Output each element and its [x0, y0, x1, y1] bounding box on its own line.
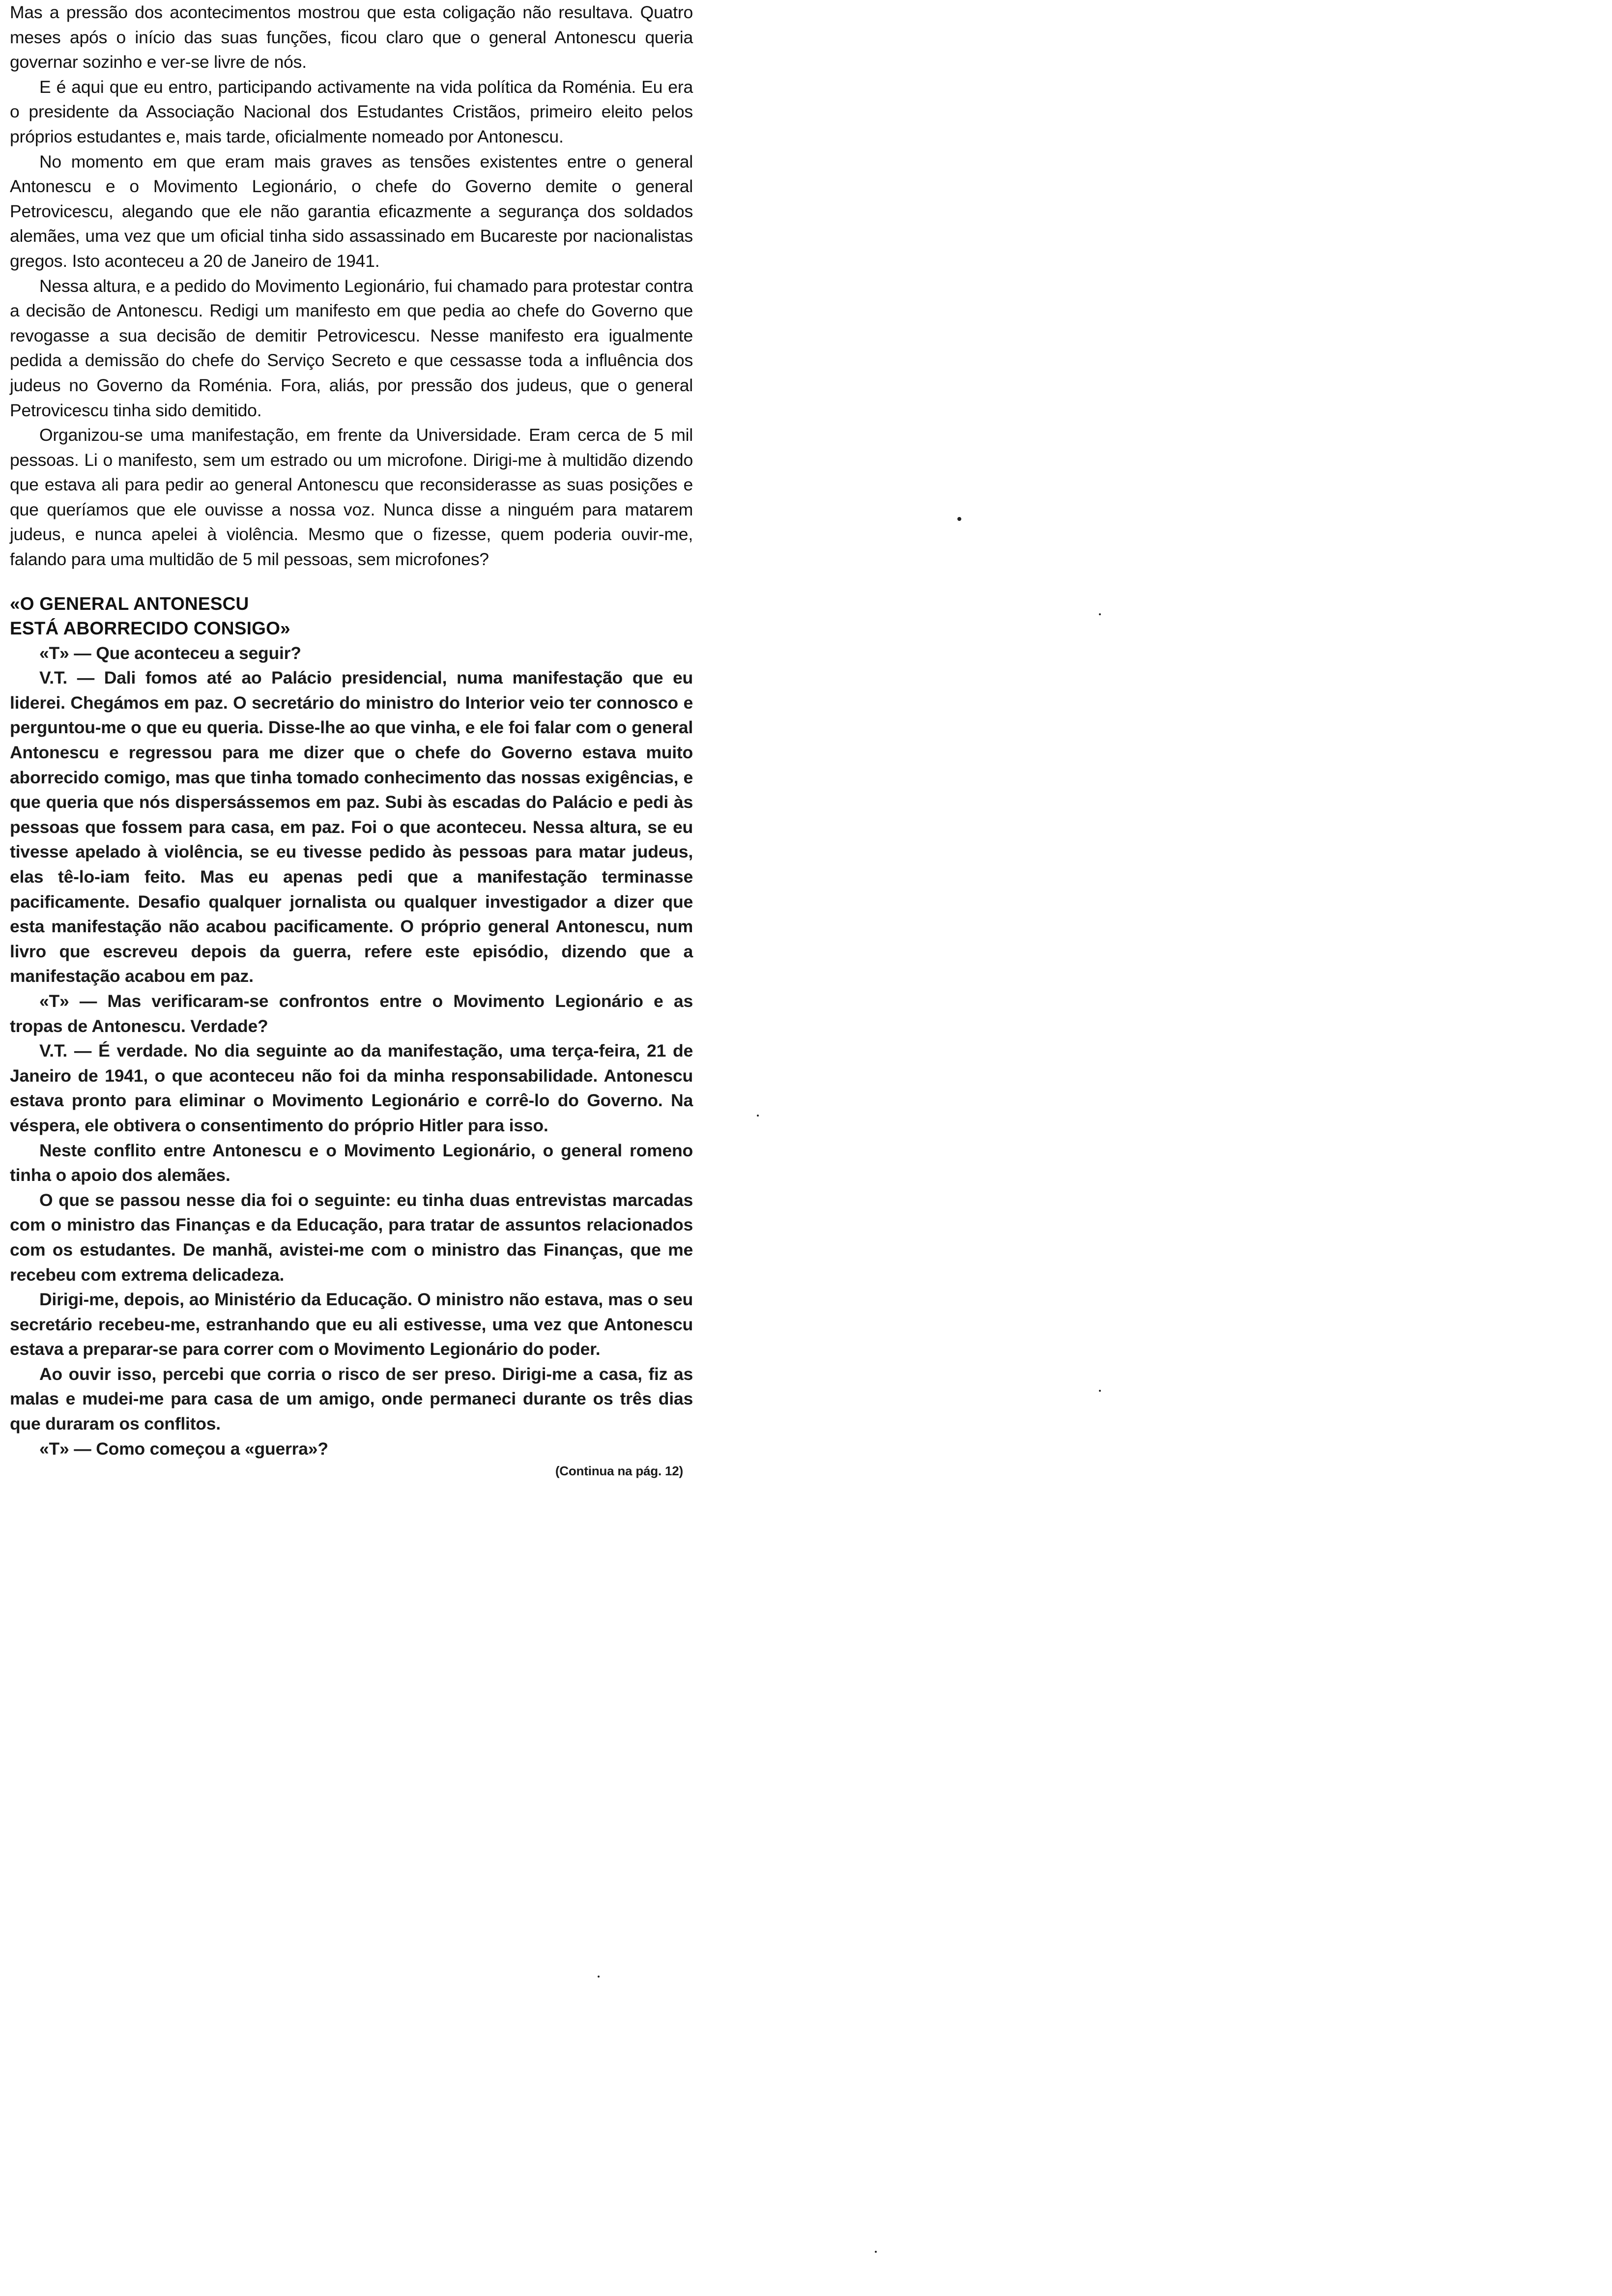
paragraph: No momento em que eram mais graves as tensões existentes entre o general Antonescu e o Movimento Legionário, o chefe do Governo demite o general Petrovicescu, alegando que ele não garantia eficazmente a segurança dos soldados alemães, uma vez que um oficial tinha sido assassinado em Bucareste por nacionalistas gregos. Isto aconteceu a 20 de Janeiro de 1941.	[10, 151, 693, 271]
question: «T» — Como começou a «guerra»?	[39, 1438, 328, 1459]
continued-note: (Continua na pág. 12)	[555, 1464, 683, 1479]
interview-block	[10, 641, 693, 1481]
answer: Dirigi-me, depois, ao Ministério da Educação. O ministro não estava, mas o seu secretário recebeu-me, estranhando que eu ali estivesse, uma vez que Antonescu estava a preparar-se para correr com o Movimento Legionário do poder.	[10, 1290, 693, 1359]
scan-speck	[598, 1976, 600, 1978]
answer: V.T. — Dali fomos até ao Palácio presidencial, numa manifestação que eu liderei. Chegámos em paz. O secretário do ministro do Interior veio ter connosco e perguntou-me o que eu queria. Disse-lhe ao que vinha, e ele foi falar com o general Antonescu e regressou para me dizer que o chefe do Governo estava muito aborrecido comigo, mas que tinha tomado conhecimento das nossas exigências, e que queria que nós dispersássemos em paz. Subi às escadas do Palácio e pedi às pessoas que fossem para casa, em paz. Foi o que aconteceu. Nessa altura, se eu tivesse apelado à violência, se eu tivesse pedido às pessoas para matar judeus, elas tê-lo-iam feito. Mas eu apenas pedi que a manifestação terminasse pacificamente. Desafio qualquer jornalista ou qualquer investigador a dizer que esta manifestação não acabou pacificamente. O próprio general Antonescu, num livro que escreveu depois da guerra, refere este episódio, dizendo que a manifestação acabou em paz.	[10, 668, 693, 986]
paragraph: Nessa altura, e a pedido do Movimento Legionário, fui chamado para protestar contra a decisão de Antonescu. Redigi um manifesto em que pedia ao chefe do Governo que revogasse a sua decisão de demitir Petrovicescu. Nesse manifesto era igualmente pedida a demissão do chefe do Serviço Secreto e que cessasse toda a influência dos judeus no Governo da Roménia. Fora, aliás, por pressão dos judeus, que o general Petrovicescu tinha sido demitido.	[10, 276, 693, 420]
scan-speck	[757, 1115, 759, 1117]
paragraph: E é aqui que eu entro, participando activamente na vida política da Roménia. Eu era o presidente da Associação Nacional dos Estudantes Cristãos, primeiro eleito pelos próprios estudantes e, mais tarde, oficialmente nomeado por Antonescu.	[10, 77, 693, 146]
scan-speck	[957, 517, 961, 521]
question: «T» — Mas verificaram-se confrontos entre o Movimento Legionário e as tropas de Antonescu. Verdade?	[10, 991, 693, 1036]
scan-speck	[1099, 613, 1101, 615]
section-heading-line-1: «O GENERAL ANTONESCU	[10, 593, 249, 614]
question: «T» — Que aconteceu a seguir?	[39, 643, 301, 663]
article-column	[10, 0, 693, 1481]
answer: V.T. — É verdade. No dia seguinte ao da manifestação, uma terça-feira, 21 de Janeiro de 1941, o que aconteceu não foi da minha responsabilidade. Antonescu estava pronto para eliminar o Movimento Legionário e corrê-lo do Governo. Na véspera, ele obtivera o consentimento do próprio Hitler para isso.	[10, 1041, 693, 1135]
scan-speck	[1099, 1390, 1101, 1392]
answer: Neste conflito entre Antonescu e o Movimento Legionário, o general romeno tinha o apoio dos alemães.	[10, 1140, 693, 1185]
paragraph: Organizou-se uma manifestação, em frente da Universidade. Eram cerca de 5 mil pessoas. Li o manifesto, sem um estrado ou um microfone. Dirigi-me à multidão dizendo que estava ali para pedir ao general Antonescu que reconsiderasse as suas posições e que queríamos que ele ouvisse a nossa voz. Nunca disse a ninguém para matarem judeus, e nunca apelei à violência. Mesmo que o fizesse, quem poderia ouvir-me, falando para uma multidão de 5 mil pessoas, sem microfones?	[10, 425, 693, 570]
answer: Ao ouvir isso, percebi que corria o risco de ser preso. Dirigi-me a casa, fiz as malas e mudei-me para casa de um amigo, onde permaneci durante os três dias que duraram os conflitos.	[10, 1364, 693, 1434]
section-heading-line-2: ESTÁ ABORRECIDO CONSIGO»	[10, 618, 290, 638]
scan-speck	[875, 2251, 877, 2253]
paragraph: Mas a pressão dos acontecimentos mostrou que esta coligação não resultava. Quatro meses após o início das suas funções, ficou claro que o general Antonescu queria governar sozinho e ver-se livre de nós.	[10, 2, 693, 72]
answer: O que se passou nesse dia foi o seguinte: eu tinha duas entrevistas marcadas com o ministro das Finanças e da Educação, para tratar de assuntos relacionados com os estudantes. De manhã, avistei-me com o ministro das Finanças, que me recebeu com extrema delicadeza.	[10, 1190, 693, 1285]
